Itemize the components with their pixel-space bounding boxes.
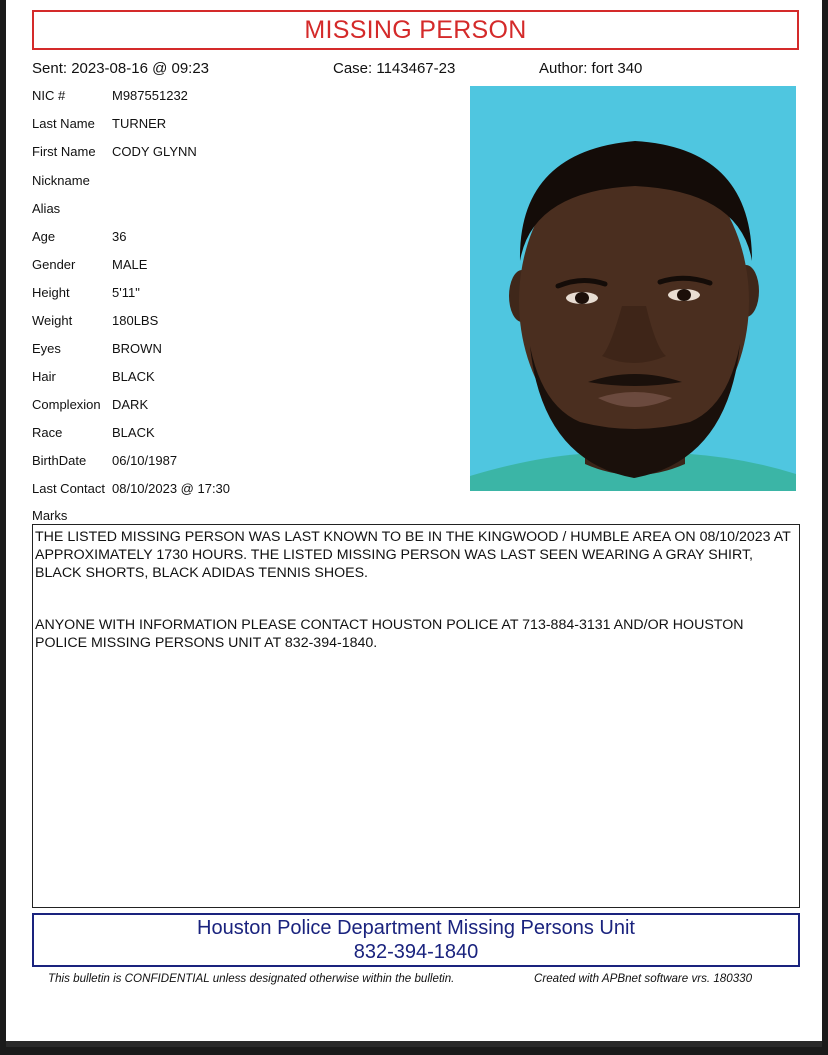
field-label-nic: NIC # <box>32 88 66 103</box>
footer-banner <box>32 913 800 967</box>
field-value-gender: MALE <box>112 257 148 272</box>
field-value-last-contact: 08/10/2023 @ 17:30 <box>112 481 231 496</box>
field-value-first-name: CODY GLYNN <box>112 144 197 159</box>
marks-box <box>32 524 800 908</box>
field-value-complexion: DARK <box>112 397 149 412</box>
field-label-first-name: First Name <box>32 144 96 159</box>
case-number: Case: 1143467-23 <box>333 60 456 77</box>
field-value-height: 5'11" <box>112 285 140 300</box>
field-label-eyes: Eyes <box>32 341 61 356</box>
page-title: MISSING PERSON <box>304 15 527 44</box>
software-credit: Created with APBnet software vrs. 180330 <box>534 972 753 985</box>
field-value-birthdate: 06/10/1987 <box>112 453 178 468</box>
sent-date: Sent: 2023-08-16 @ 09:23 <box>32 60 210 77</box>
field-value-nic: M987551232 <box>112 88 188 103</box>
field-label-last-name: Last Name <box>32 116 95 131</box>
author: Author: fort 340 <box>539 60 643 77</box>
field-label-weight: Weight <box>32 313 73 328</box>
field-label-birthdate: BirthDate <box>32 453 87 468</box>
field-label-nickname: Nickname <box>32 173 90 188</box>
bulletin-page <box>6 0 822 1047</box>
marks-description: THE LISTED MISSING PERSON WAS LAST KNOWN TO BE IN THE KINGWOOD / HUMBLE AREA ON 08/10/2023 AT APPROXIMATELY 1730 HOURS. THE LISTED MISSING PERSON WAS LAST SEEN WEARING A GRAY SHIRT, BLACK SHORTS, BLACK ADIDAS TENNIS SHOES. <box>35 529 791 581</box>
field-value-eyes: BROWN <box>112 341 162 356</box>
field-label-alias: Alias <box>32 201 61 216</box>
field-label-height: Height <box>32 285 70 300</box>
field-label-gender: Gender <box>32 257 76 272</box>
field-value-weight: 180LBS <box>112 313 159 328</box>
field-label-last-contact: Last Contact <box>32 481 105 496</box>
field-label-hair: Hair <box>32 369 56 384</box>
footer-unit-name: Houston Police Department Missing Persons Unit <box>197 917 635 939</box>
field-label-age: Age <box>32 229 56 244</box>
field-label-complexion: Complexion <box>32 397 101 412</box>
field-value-last-name: TURNER <box>112 116 167 131</box>
marks-label: Marks <box>32 508 68 523</box>
marks-contact-info: ANYONE WITH INFORMATION PLEASE CONTACT HOUSTON POLICE AT 713-884-3131 AND/OR HOUSTON POLICE MISSING PERSONS UNIT AT 832-394-1840. <box>35 617 744 651</box>
portrait-illustration <box>470 86 796 491</box>
field-label-race: Race <box>32 425 63 440</box>
field-value-age: 36 <box>112 229 127 244</box>
person-photo <box>470 86 796 491</box>
footer-phone: 832-394-1840 <box>353 941 479 963</box>
field-value-hair: BLACK <box>112 369 155 384</box>
confidential-notice: This bulletin is CONFIDENTIAL unless designated otherwise within the bulletin. <box>48 972 455 985</box>
title-banner <box>32 10 799 50</box>
field-value-race: BLACK <box>112 425 155 440</box>
